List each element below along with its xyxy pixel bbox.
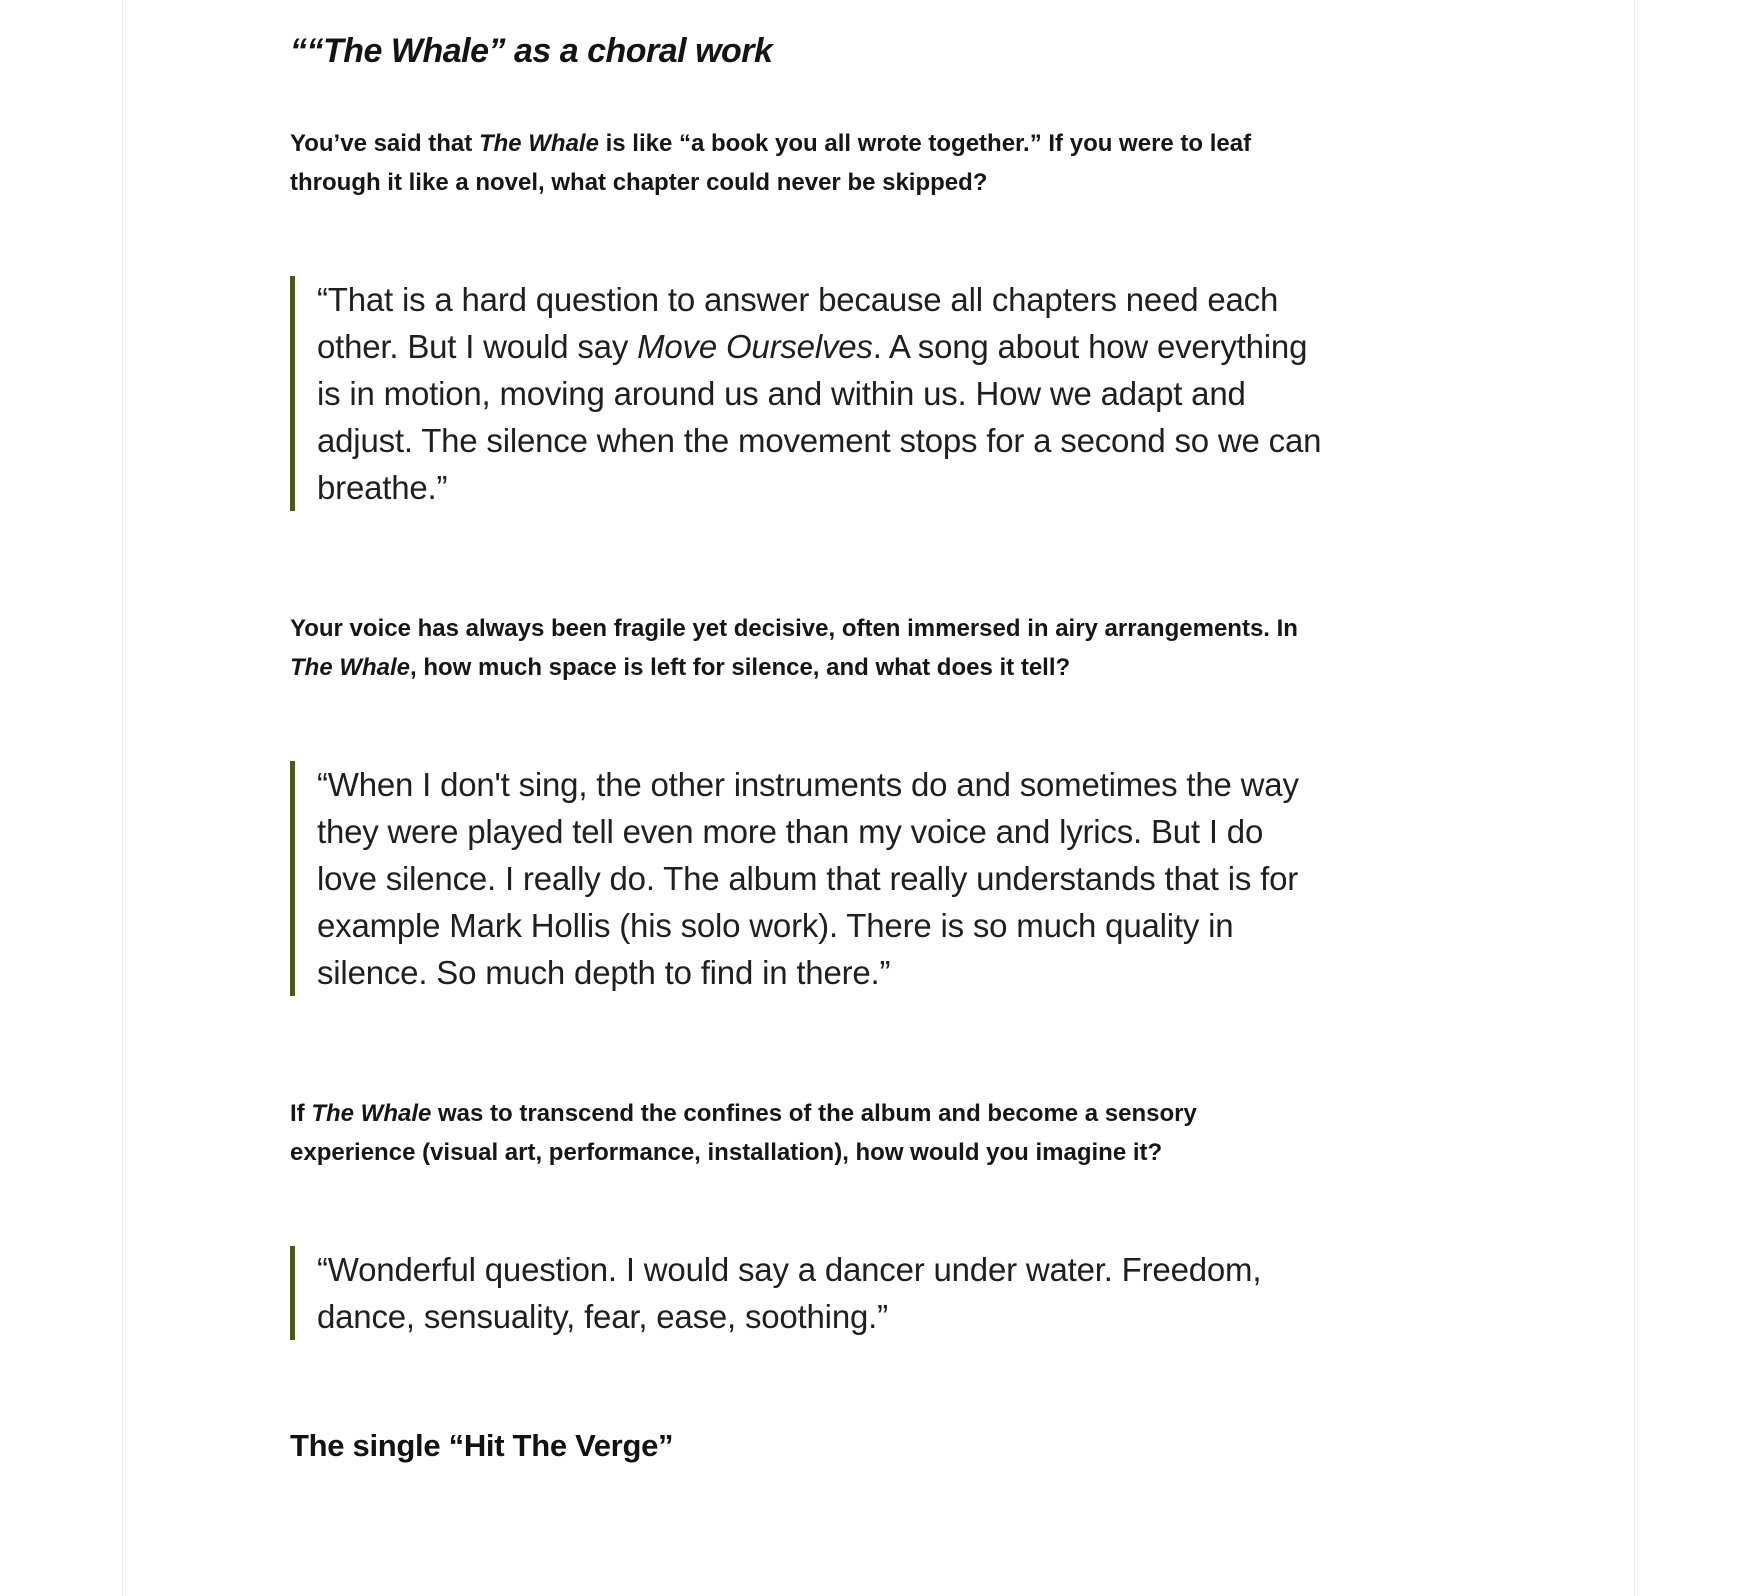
section-heading-the-whale-choral-work: ““The Whale” as a choral work [290, 32, 773, 70]
interview-answer-dancer-under-water: “Wonderful question. I would say a dancer under water. Freedom, dance, sensuality, fear, ease, soothing.” [290, 1246, 1324, 1340]
article-content [290, 30, 1324, 1466]
interview-question-sensory-experience: If The Whale was to transcend the confines of the album and become a sensory experience (visual art, performance, installation), how would you imagine it? [290, 1100, 1197, 1166]
interview-question-book-chapter: You’ve said that The Whale is like “a book you all wrote together.” If you were to leaf through it like a novel, what chapter could never be skipped? [290, 130, 1252, 196]
interview-answer-move-ourselves: “That is a hard question to answer because all chapters need each other. But I would say Move Ourselves. A song about how everything is in motion, moving around us and within us. How we adapt and adjust. The silence when the movement stops for a second so we can breathe.” [290, 276, 1324, 511]
section-heading-hit-the-verge: The single “Hit The Verge” [290, 1428, 674, 1463]
interview-question-silence: Your voice has always been fragile yet decisive, often immersed in airy arrangements. In The Whale, how much space is left for silence, and what does it tell? [290, 615, 1298, 681]
article-container [122, 0, 1635, 1596]
interview-answer-silence: “When I don't sing, the other instruments do and sometimes the way they were played tell even more than my voice and lyrics. But I do love silence. I really do. The album that really understands that is for example Mark Hollis (his solo work). There is so much quality in silence. So much depth to find in there.” [290, 761, 1324, 996]
